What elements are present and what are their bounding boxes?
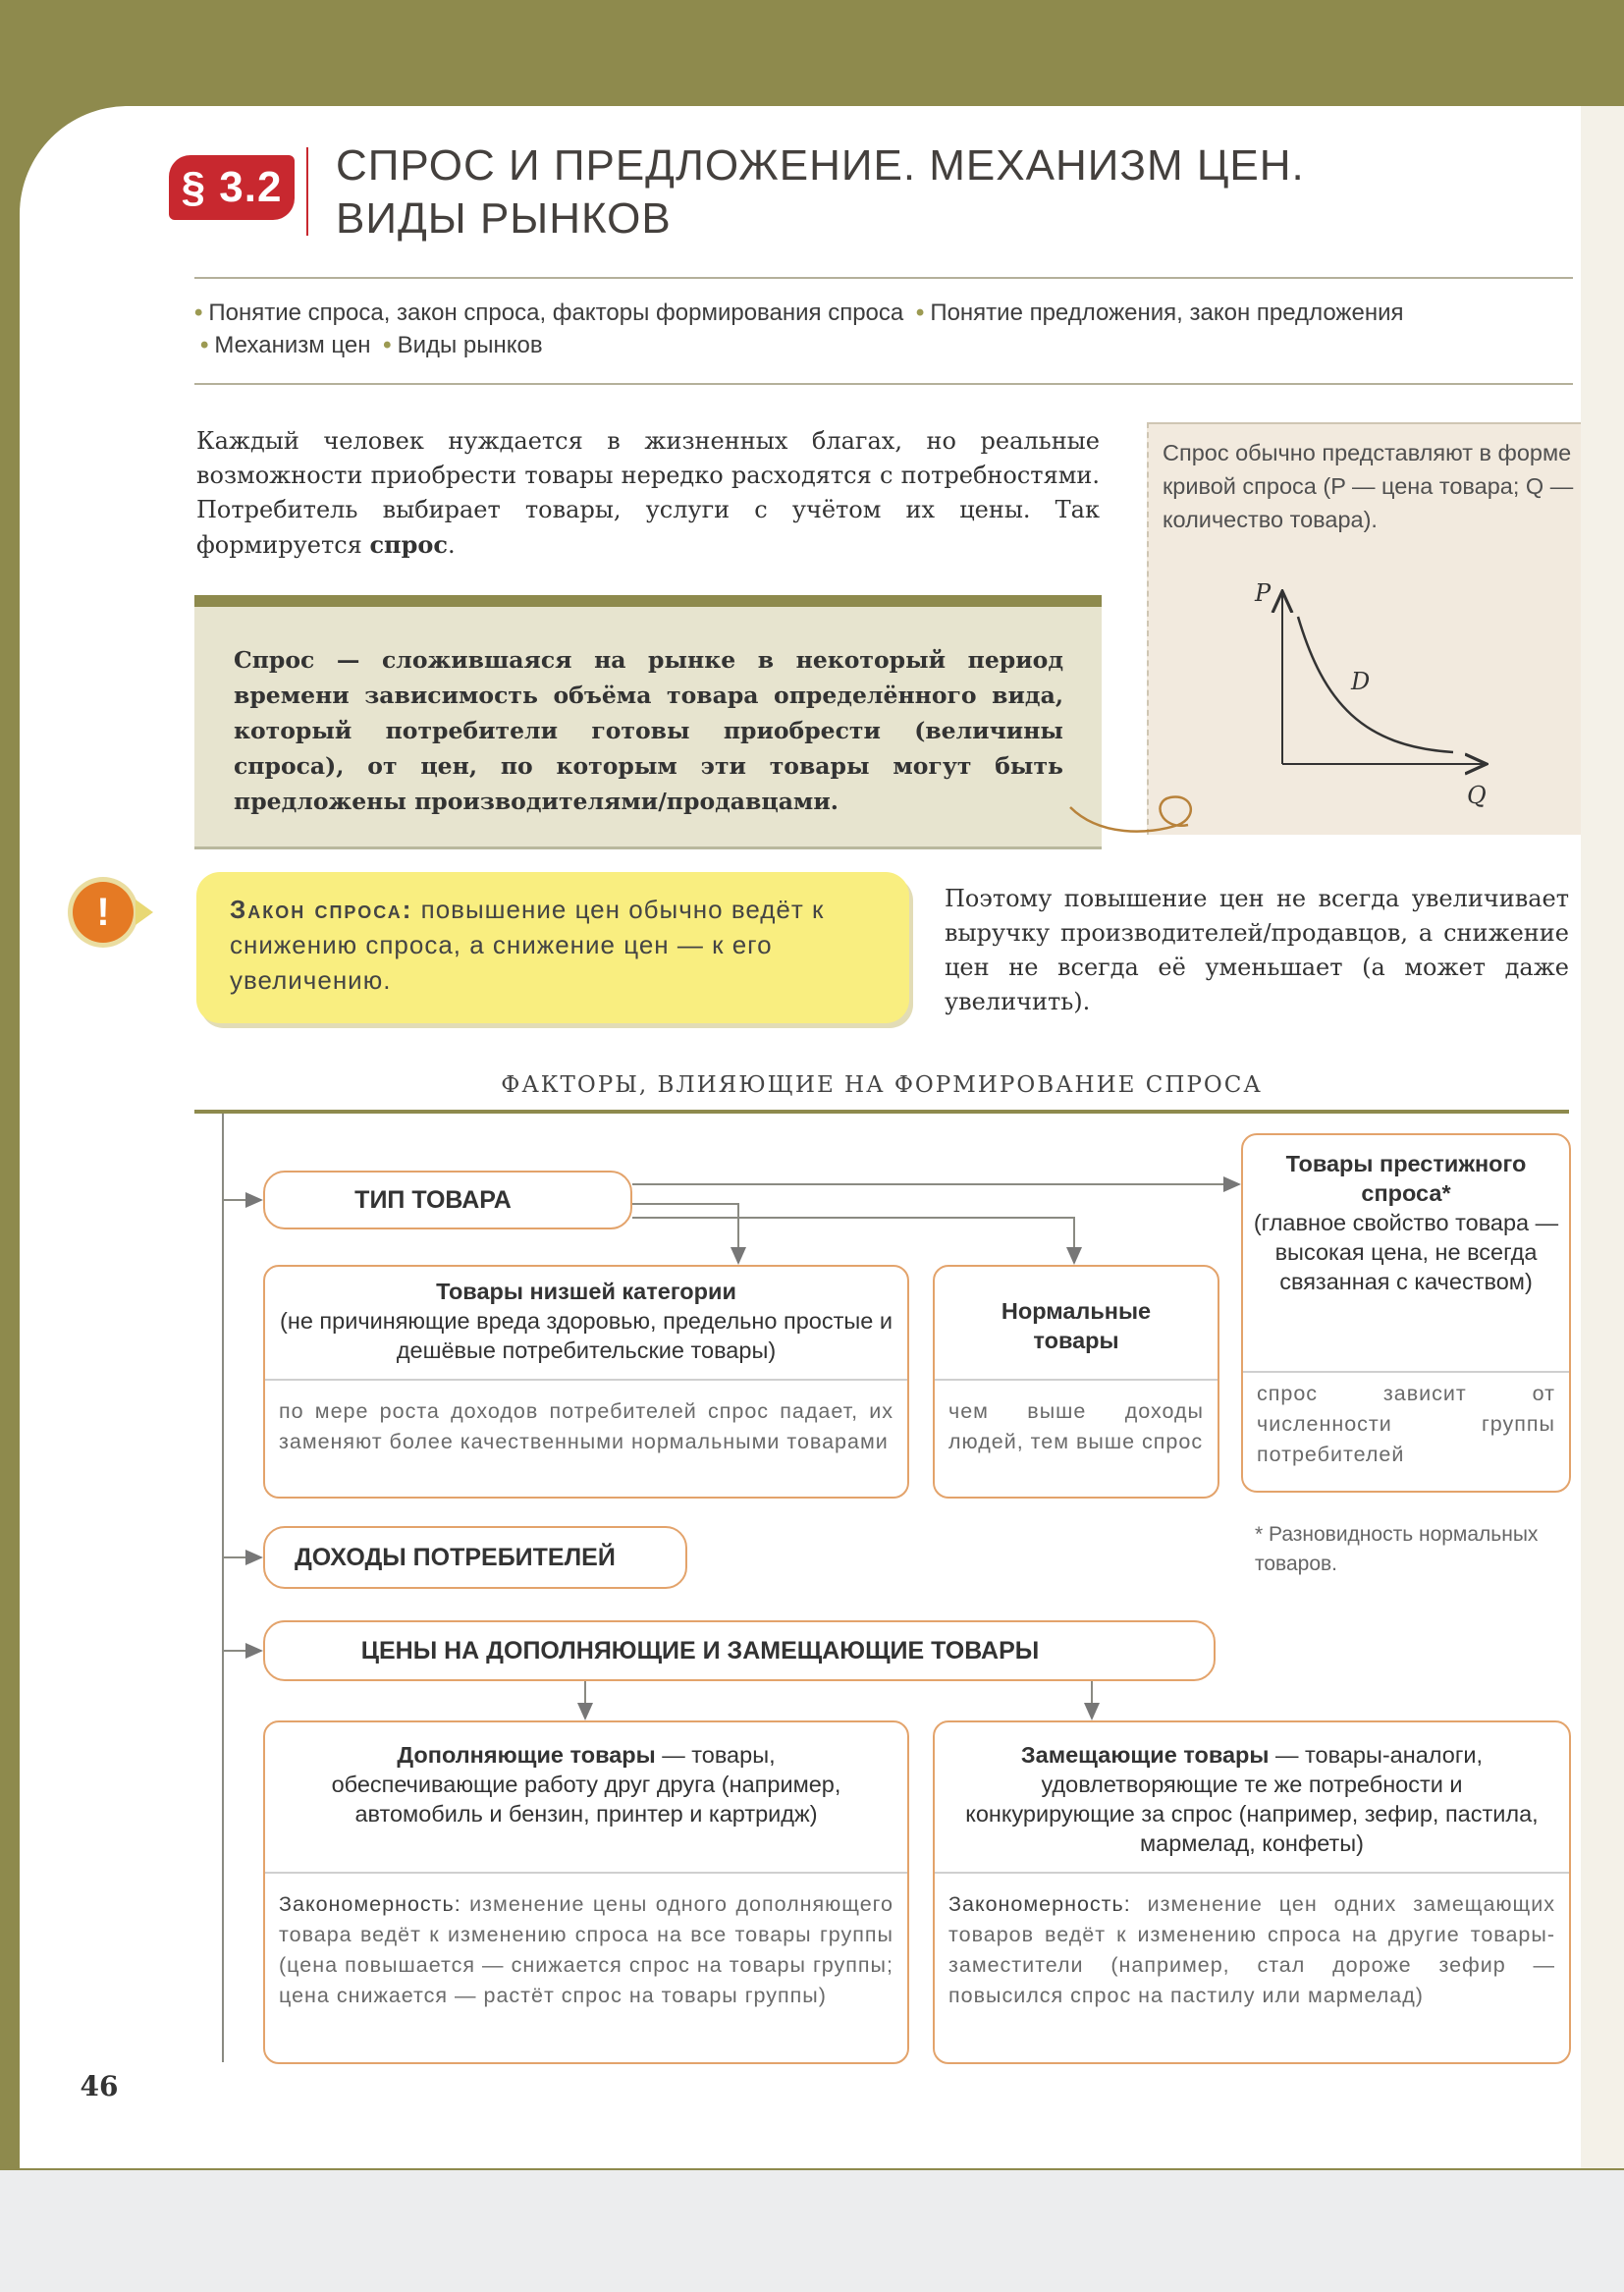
demand-curve-graph [1254,579,1487,809]
normal-goods-body: чем выше доходы людей, тем выше спрос [948,1399,1204,1453]
complement-substitute-prices-pill: ЦЕНЫ НА ДОПОЛНЯЮЩИЕ И ЗАМЕЩАЮЩИЕ ТОВАРЫ [263,1620,1216,1681]
topic-item: Виды рынков [397,332,543,358]
prestige-goods-subtitle: (главное свойство товара — высокая цена, не всегда связанная с качеством) [1253,1210,1559,1294]
page-number: 46 [53,2062,145,2109]
demand-curve-line [1298,617,1453,752]
inferior-goods-body: по мере роста доходов потребителей спрос падает, их заменяют более качественными нормальными товарами [279,1399,893,1453]
bullet-icon: • [383,332,392,358]
to-inferior-arrow [632,1204,738,1263]
pattern-label: Закономерность: [948,1892,1131,1916]
topic-item: Механизм цен [214,332,371,358]
to-normal-arrow [632,1218,1074,1263]
definition-body: — сложившаяся на рынке в некоторый период времени зависимость объёма товара определённого вида, который потребители готовы приобрести (величины спроса), от цен, по которым эти товары могут быть предложены производителями/продавцами. [234,646,1063,815]
law-consequence-paragraph: Поэтому повышение цен не всегда увеличивает выручку производителей/продавцов, а снижение цен не всегда её уменьшает (а может даже увеличить). [945,885,1569,1015]
substitute-goods-subtitle: — товары-аналоги, удовлетворяющие те же потребности и конкурирующие за спрос (например, зефир, пастила, мармелад, конфеты) [965,1742,1539,1856]
intro-text: Каждый человек нуждается в жизненных благах, но реальные возможности приобрести товары нередко расходятся с потребностями. Потребитель выбирает товары, услуги с учётом их цены. Так формируется [196,427,1100,559]
p-axis-label: P [1255,579,1272,607]
sidenote-text: Спрос обычно представляют в форме кривой спроса (P — цена товара; Q — количество товара). [1163,440,1574,532]
factors-title: ФАКТОРЫ, ВЛИЯЮЩИЕ НА ФОРМИРОВАНИЕ СПРОСА [501,1072,1263,1098]
exclamation-icon: ! [73,882,134,943]
title-line-1: СПРОС И ПРЕДЛОЖЕНИЕ. МЕХАНИЗМ ЦЕН. [336,141,1305,190]
complementary-goods-title: Дополняющие товары [397,1742,656,1768]
law-body: повышение цен обычно ведёт к снижению спроса, а снижение цен — к его увеличению. [230,895,825,995]
topic-item: Понятие спроса, закон спроса, факторы формирования спроса [208,300,904,326]
definition-term: Спрос [234,646,315,674]
curve-label: D [1351,668,1371,695]
paperclip-icon [1070,797,1191,832]
inferior-goods-title: Товары низшей категории [436,1279,736,1304]
intro-term: спрос [369,530,449,559]
pattern-text: изменение цены одного дополняющего товара ведёт к изменению спроса на все товары группы (цена повышается — снижается спрос на товары группы; цена снижается — растёт спрос на товары группы) [279,1892,893,2007]
topic-item: Понятие предложения, закон предложения [930,300,1404,326]
title-line-2: ВИДЫ РЫНКОВ [336,194,672,243]
normal-goods-title: Нормальные товары [1001,1298,1152,1353]
bullet-icon: • [200,332,209,358]
bullet-icon: • [915,300,925,326]
prestige-goods-body: спрос зависит от численности группы потребителей [1257,1382,1555,1466]
consumer-incomes-pill: ДОХОДЫ ПОТРЕБИТЕЛЕЙ [263,1526,687,1589]
pattern-label: Закономерность: [279,1892,461,1916]
complementary-goods-subtitle: — товары, обеспечивающие работу друг друга (например, автомобиль и бензин, принтер и картридж) [331,1742,841,1827]
pattern-text: изменение цен одних замещающих товаров ведёт к изменению спроса на другие товары-заместители (например, стал дороже зефир — повысился спрос на пастилу или мармелад) [948,1892,1555,2007]
intro-end: . [448,531,456,559]
inferior-goods-subtitle: (не причиняющие вреда здоровью, предельно простые и дешёвые потребительские товары) [280,1308,893,1363]
footnote: * Разновидность нормальных товаров. [1255,1523,1539,1575]
q-axis-label: Q [1467,782,1487,809]
type-of-goods-pill: ТИП ТОВАРА [263,1171,632,1229]
bullet-icon: • [194,300,203,326]
law-title: Закон спроса: [230,895,413,924]
prestige-goods-title: Товары престижного спроса* [1285,1151,1527,1206]
substitute-goods-title: Замещающие товары [1020,1742,1270,1768]
section-badge: § 3.2 [169,155,295,220]
